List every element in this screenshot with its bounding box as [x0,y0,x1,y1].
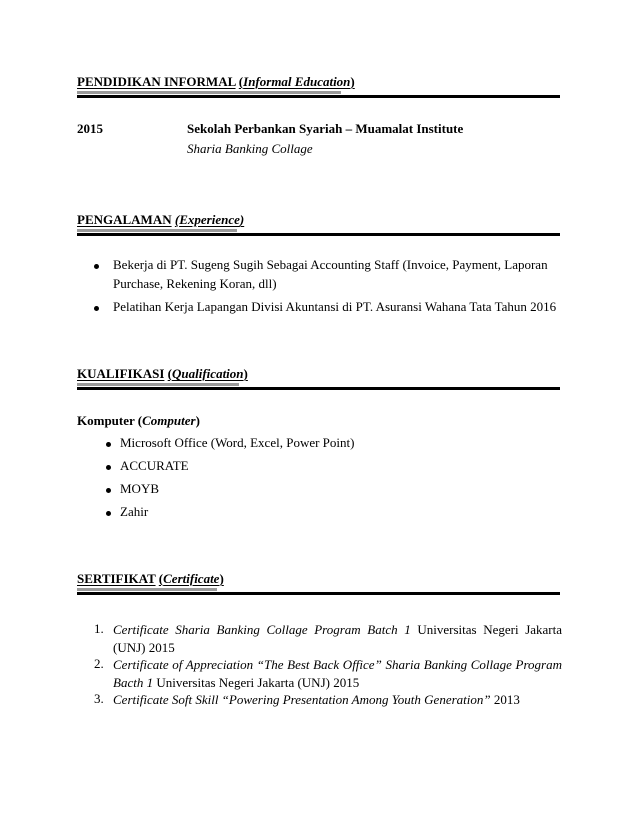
heading-text: KUALIFIKASI [77,366,165,381]
certificate-number: 1. [94,621,104,636]
section-rule [77,387,560,390]
bullet-icon [106,511,111,516]
bullet-icon [106,465,111,470]
certificate-issuer: 2013 [490,692,520,707]
sub-heading-text: Komputer [77,413,135,428]
certificate-title: Certificate Sharia Banking Collage Program Batch 1 [113,622,411,637]
certificate-item-1 [113,621,562,657]
heading-shadow [77,229,237,232]
bullet-icon [106,442,111,447]
experience-heading: PENGALAMAN (Experience) [77,212,245,227]
sub-heading-english: Computer [142,413,196,428]
skill-item: MOYB [120,481,160,496]
certificate-heading: SERTIFIKAT (Certificate) [77,571,224,586]
certificate-item-3 [113,691,562,709]
experience-item-1-line-1: Bekerja di PT. Sugeng Sugih Sebagai Accounting Staff (Invoice, Payment, Laporan [113,257,548,272]
experience-item-1-line-2: Purchase, Rekening Koran, dll) [113,276,277,291]
bullet-icon [94,264,99,269]
section-rule [77,95,560,98]
education-year: 2015 [77,121,103,136]
computer-sub-heading: Komputer (Computer) [77,413,200,428]
certificate-issuer: Universitas Negeri Jakarta (UNJ) 2015 [113,622,563,655]
heading-text: PENGALAMAN [77,212,172,227]
bullet-icon [106,488,111,493]
certificate-number: 2. [94,656,104,671]
certificate-number: 3. [94,691,104,706]
section-rule [77,233,560,236]
skill-item: Zahir [120,504,149,519]
skill-item: Microsoft Office (Word, Excel, Power Point) [120,435,355,450]
heading-english: Qualification [172,366,244,381]
heading-shadow [77,91,341,94]
section-rule [77,592,560,595]
heading-shadow [77,383,239,386]
certificate-item-2 [113,656,562,692]
heading-text: PENDIDIKAN INFORMAL [77,74,236,89]
heading-shadow [77,588,217,591]
bullet-icon [94,306,99,311]
experience-item-2: Pelatihan Kerja Lapangan Divisi Akuntansi di PT. Asuransi Wahana Tata Tahun 2016 [113,299,557,314]
heading-english: Informal Education [243,74,351,89]
education-institution: Sekolah Perbankan Syariah – Muamalat Institute [187,121,464,136]
heading-english: Experience [179,212,240,227]
skill-item: ACCURATE [120,458,189,473]
qualification-heading: KUALIFIKASI (Qualification) [77,366,248,381]
certificate-title: Certificate Soft Skill “Powering Presentation Among Youth Generation” [113,692,491,707]
education-program: Sharia Banking Collage [187,141,313,156]
heading-english: Certificate [163,571,220,586]
informal-education-heading: PENDIDIKAN INFORMAL (Informal Education) [77,74,355,89]
heading-text: SERTIFIKAT [77,571,156,586]
certificate-issuer: Universitas Negeri Jakarta (UNJ) 2015 [153,675,360,690]
certificate-title: Certificate of Appreciation “The Best Back Office” Sharia Banking Collage Program Bacth 1 [113,657,562,690]
